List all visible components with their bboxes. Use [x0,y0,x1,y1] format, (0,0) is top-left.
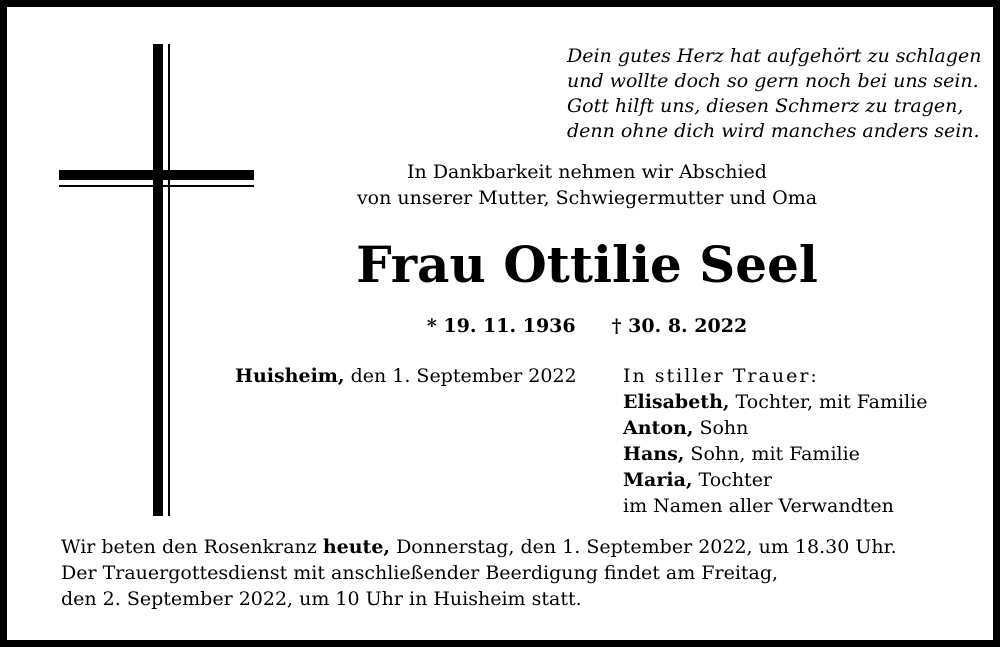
mourner-relation: Sohn, mit Familie [684,443,860,465]
mourner-name: Hans, [623,443,685,465]
mourners-list [623,363,983,519]
poem-line: Dein gutes Herz hat aufgehört zu schlagen [567,45,982,67]
mourner-row [623,441,983,467]
place-name: Huisheim, [235,365,345,387]
deceased-name: Frau Ottilie Seel [356,235,818,294]
obituary-card [7,7,993,640]
life-dates [307,313,867,339]
service-info [61,534,981,612]
service-line: Der Trauergottesdienst mit anschließender Beerdigung findet am Freitag, [61,562,779,584]
poem-line: und wollte doch so gern noch bei uns sein. [567,70,979,92]
mourner-name: Maria, [623,469,693,491]
mourner-relation: Tochter [692,469,773,491]
rosary-today: heute, [322,536,391,558]
mourner-row [623,389,983,415]
mourner-row [623,467,983,493]
mourners-closing: im Namen aller Verwandten [623,495,894,517]
service-line: den 2. September 2022, um 10 Uhr in Huisheim statt. [61,588,582,610]
mourner-relation: Sohn [693,417,749,439]
mourner-name: Elisabeth, [623,391,730,413]
service-line [61,534,981,560]
cross-icon [59,44,254,516]
poem-line: Gott hilft uns, diesen Schmerz zu tragen, [567,95,964,117]
rosary-time: Donnerstag, den 1. September 2022, um 18.30 Uhr. [390,536,897,558]
mourner-name: Anton, [623,417,694,439]
death-date: † 30. 8. 2022 [611,315,748,337]
poem-line: denn ohne dich wird manches anders sein. [567,120,980,142]
rosary-text: Wir beten den Rosenkranz [61,536,323,558]
mourners-header: In stiller Trauer: [623,365,819,387]
mourner-row [623,415,983,441]
notice-date: den 1. September 2022 [344,365,577,387]
intro-text [307,159,867,211]
mourner-relation: Tochter, mit Familie [729,391,928,413]
birth-date: * 19. 11. 1936 [426,315,576,337]
intro-line: von unserer Mutter, Schwiegermutter und Oma [356,187,818,209]
place-date [235,363,577,389]
poem [567,44,987,144]
intro-line: In Dankbarkeit nehmen wir Abschied [407,161,767,183]
